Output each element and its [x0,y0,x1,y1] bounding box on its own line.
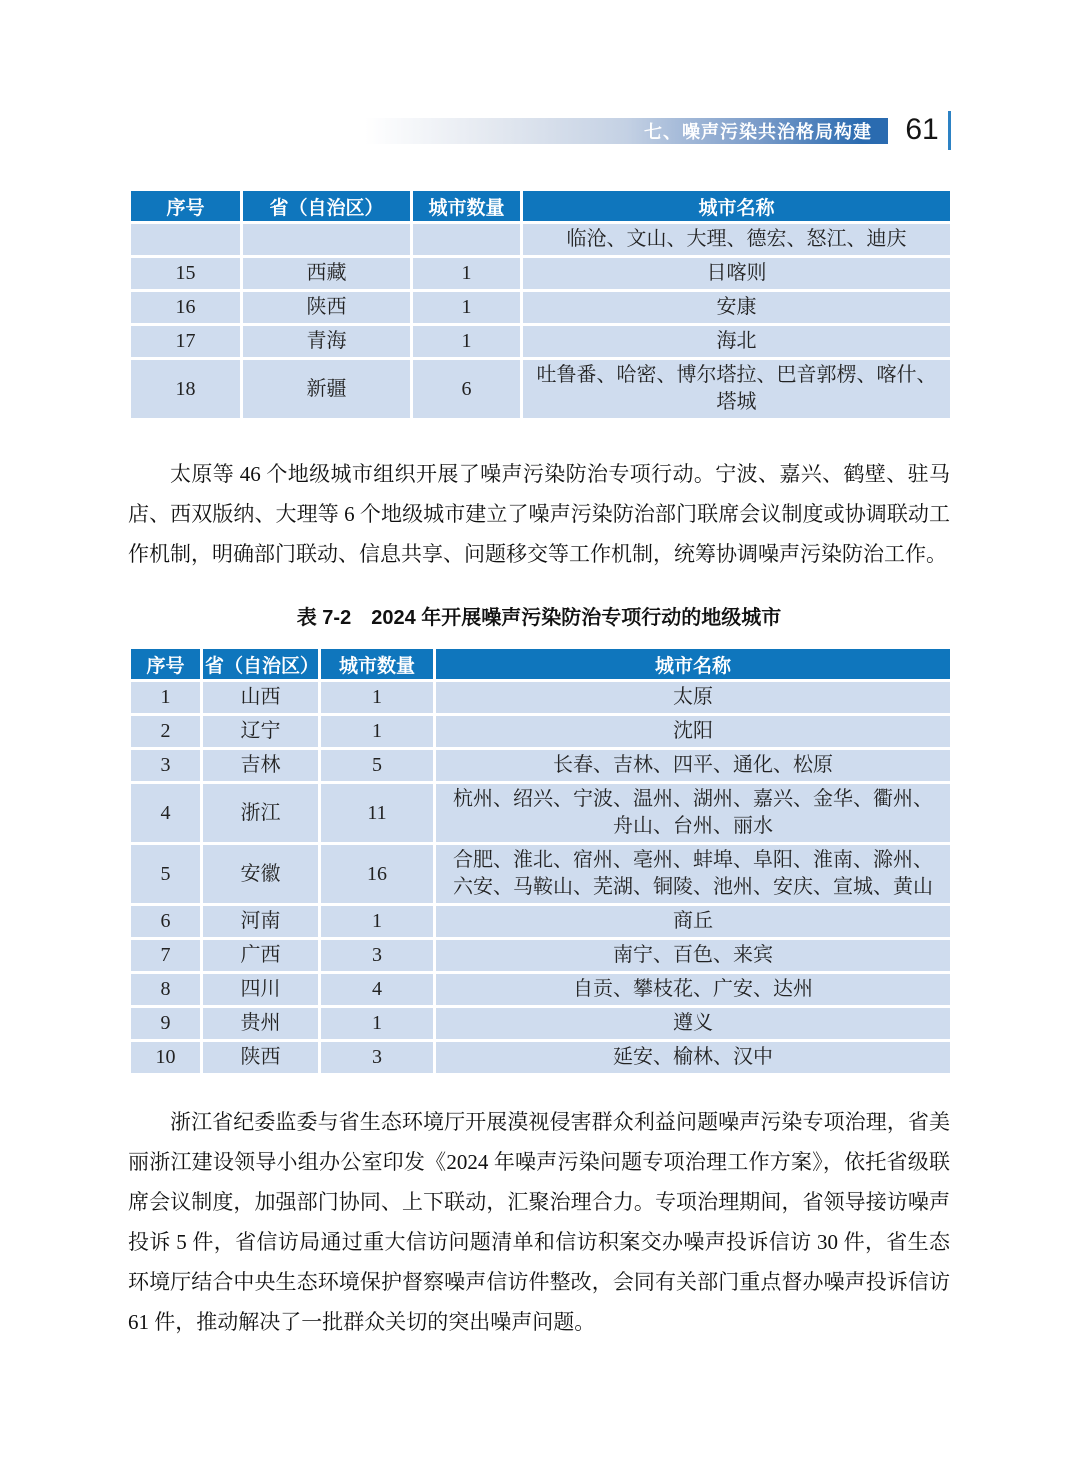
table-cell: 安康 [522,291,952,325]
table-row [130,973,952,1007]
table-row [130,257,952,291]
table-cell: 合肥、淮北、宿州、亳州、蚌埠、阜阳、淮南、滁州、六安、马鞍山、芜湖、铜陵、池州、安庆、宣城、黄山 [435,844,952,905]
column-header: 省（自治区） [242,190,412,223]
table-cell: 延安、榆林、汉中 [435,1041,952,1075]
table-cell: 17 [130,325,242,359]
table-cell: 四川 [202,973,320,1007]
table-cell: 8 [130,973,202,1007]
table-row [130,325,952,359]
table-cell: 吐鲁番、哈密、博尔塔拉、巴音郭楞、喀什、塔城 [522,359,952,420]
table-cell: 1 [130,681,202,715]
table-row [130,223,952,257]
table-cell: 河南 [202,905,320,939]
table-cell: 1 [320,905,435,939]
table-cell: 3 [320,939,435,973]
table-7-2-cities [128,646,953,1076]
table-cell: 1 [320,1007,435,1041]
table-cell: 日喀则 [522,257,952,291]
table-row [130,1007,952,1041]
table-cell [130,223,242,257]
table-row [130,359,952,420]
table-cell: 自贡、攀枝花、广安、达州 [435,973,952,1007]
table-cell: 6 [412,359,522,420]
table-head [130,648,952,681]
table-7-2-title: 表 7-2 2024 年开展噪声污染防治专项行动的地级城市 [296,607,782,629]
table-cell: 陕西 [202,1041,320,1075]
table-cell: 2 [130,715,202,749]
table-cell: 商丘 [435,905,952,939]
table-cell: 吉林 [202,749,320,783]
table-cell [412,223,522,257]
content-column [128,0,950,1342]
table-cell: 贵州 [202,1007,320,1041]
column-header: 省（自治区） [202,648,320,681]
table-cell: 遵义 [435,1007,952,1041]
table-cell [242,223,412,257]
table-body [130,681,952,1075]
table-cell: 1 [412,325,522,359]
table-cell: 18 [130,359,242,420]
table-cell: 1 [320,715,435,749]
table-provinces-continued [128,188,953,421]
table-cell: 4 [320,973,435,1007]
table-cell: 陕西 [242,291,412,325]
table-cell: 5 [320,749,435,783]
column-header: 序号 [130,190,242,223]
table-cell: 山西 [202,681,320,715]
table-cell: 1 [320,681,435,715]
table-cell: 辽宁 [202,715,320,749]
table-body [130,223,952,420]
table-cell: 9 [130,1007,202,1041]
table-cell: 新疆 [242,359,412,420]
table-head [130,190,952,223]
table-cell: 10 [130,1041,202,1075]
table-row [130,844,952,905]
column-header: 城市数量 [412,190,522,223]
table-cell: 沈阳 [435,715,952,749]
table-cell: 安徽 [202,844,320,905]
paragraph-special-actions: 太原等 46 个地级城市组织开展了噪声污染防治专项行动。宁波、嘉兴、鹤壁、驻马店、西双版纳、大理等 6 个地级城市建立了噪声污染防治部门联席会议制度或协调联动工作机制，明确部门联动、信息共享、问题移交等工作机制，统筹协调噪声污染防治工作。 [128,462,950,566]
table-cell: 1 [412,291,522,325]
table-cell: 16 [320,844,435,905]
table-cell: 浙江 [202,783,320,844]
table-cell: 长春、吉林、四平、通化、松原 [435,749,952,783]
column-header: 城市数量 [320,648,435,681]
table-row [130,715,952,749]
table-row [130,749,952,783]
table-row [130,783,952,844]
table-row [130,905,952,939]
table-cell: 广西 [202,939,320,973]
table-cell: 海北 [522,325,952,359]
table-cell: 太原 [435,681,952,715]
table-cell: 3 [320,1041,435,1075]
table-cell: 南宁、百色、来宾 [435,939,952,973]
column-header: 序号 [130,648,202,681]
column-header: 城市名称 [522,190,952,223]
column-header: 城市名称 [435,648,952,681]
table-cell: 11 [320,783,435,844]
table-row [130,681,952,715]
table-cell: 4 [130,783,202,844]
table-cell: 6 [130,905,202,939]
table-cell: 杭州、绍兴、宁波、温州、湖州、嘉兴、金华、衢州、舟山、台州、丽水 [435,783,952,844]
table-cell: 15 [130,257,242,291]
paragraph-zhejiang-treatment: 浙江省纪委监委与省生态环境厅开展漠视侵害群众利益问题噪声污染专项治理，省美丽浙江建设领导小组办公室印发《2024 年噪声污染问题专项治理工作方案》，依托省级联席会议制度，加强部门协同、上下联动，汇聚治理合力。专项治理期间，省领导接访噪声投诉 5 件，省信访局通过重大信访问题清单和信访积案交办噪声投诉信访 30 件，省生态环境厅结合中央生态环境保护督察噪声信访件整改，会同有关部门重点督办噪声投诉信访 61 件，推动解决了一批群众关切的突出噪声问题。 [128,1110,950,1334]
page-number: 61 [905,113,939,146]
table-cell: 5 [130,844,202,905]
table-cell: 临沧、文山、大理、德宏、怒江、迪庆 [522,223,952,257]
table-cell: 青海 [242,325,412,359]
table-header-row [130,648,952,681]
table-cell: 西藏 [242,257,412,291]
table-cell: 16 [130,291,242,325]
section-title: 七、噪声污染共治格局构建 [644,122,872,142]
table-row [130,939,952,973]
table-cell: 7 [130,939,202,973]
table-row [130,291,952,325]
table-header-row [130,190,952,223]
table-cell: 3 [130,749,202,783]
table-cell: 1 [412,257,522,291]
table-row [130,1041,952,1075]
